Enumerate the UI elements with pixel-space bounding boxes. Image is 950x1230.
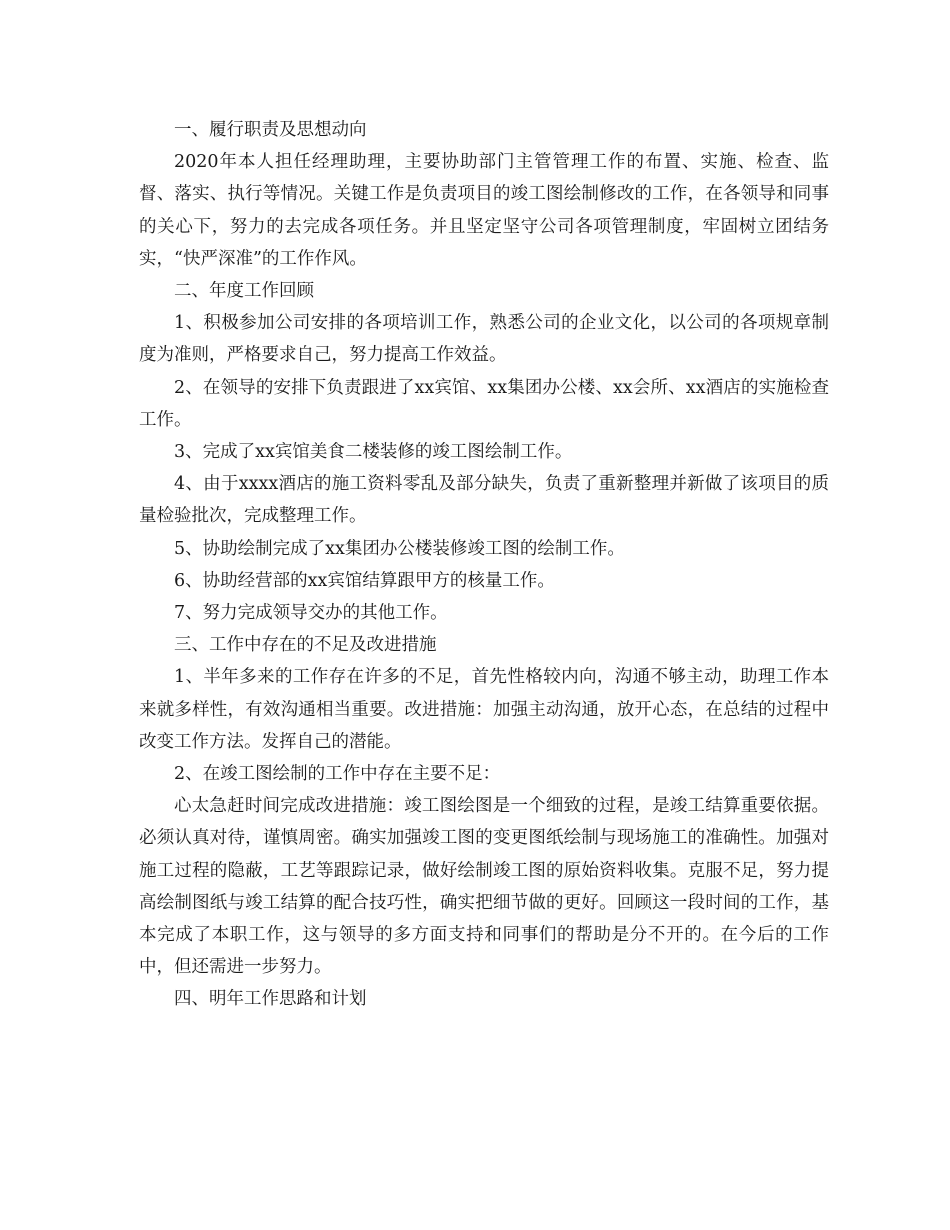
review-item-5: 5、协助绘制完成了xx集团办公楼装修竣工图的绘制工作。 [174,538,625,559]
section-heading-plan: 四、明年工作思路和计划 [174,989,367,1010]
shortcoming-item-2: 2、在竣工图绘制的工作中存在主要不足： [174,764,501,785]
section-heading-duties: 一、履行职责及思想动向 [174,120,367,140]
paragraph-duties: 2020年本人担任经理助理，主要协助部门主管管理工作的布置、实施、检查、监督、落实、执行等情况。关键工作是负责项目的竣工图绘制修改的工作，在各领导和同事的关心下，努力的去完成各项任务。并且坚定坚守公司各项管理制度，牢固树立团结务实，“快严深准”的工作作风。 [139,152,829,269]
shortcoming-item-1: 1、半年多来的工作存在许多的不足，首先性格较内向，沟通不够主动，助理工作本来就多样性，有效沟通相当重要。改进措施：加强主动沟通，放开心态，在总结的过程中改变工作方法。发挥自己的潜能。 [139,667,829,752]
paragraph-improvement: 心太急赶时间完成改进措施：竣工图绘图是一个细致的过程，是竣工结算重要依据。必须认真对待，谨慎周密。确实加强竣工图的变更图纸绘制与现场施工的准确性。加强对施工过程的隐蔽，工艺等跟踪记录，做好绘制竣工图的原始资料收集。克服不足，努力提高绘制图纸与竣工结算的配合技巧性，确实把细节做的更好。回顾这一段时间的工作，基本完成了本职工作，这与领导的多方面支持和同事们的帮助是分不开的。在今后的工作中，但还需进一步努力。 [139,796,829,978]
review-item-2: 2、在领导的安排下负责跟进了xx宾馆、xx集团办公楼、xx会所、xx酒店的实施检查工作。 [139,377,829,430]
review-item-4: 4、由于xxxx酒店的施工资料零乱及部分缺失，负责了重新整理并新做了该项目的质量检验批次，完成整理工作。 [139,474,829,527]
section-heading-shortcomings: 三、工作中存在的不足及改进措施 [174,635,437,656]
section-heading-review: 二、年度工作回顾 [174,281,314,302]
review-item-3: 3、完成了xx宾馆美食二楼装修的竣工图绘制工作。 [174,442,573,463]
review-item-1: 1、积极参加公司安排的各项培训工作，熟悉公司的企业文化，以公司的各项规章制度为准则，严格要求自己，努力提高工作效益。 [139,313,829,366]
document-body [139,114,829,1016]
review-item-7: 7、努力完成领导交办的其他工作。 [174,603,448,624]
review-item-6: 6、协助经营部的xx宾馆结算跟甲方的核量工作。 [174,570,555,591]
